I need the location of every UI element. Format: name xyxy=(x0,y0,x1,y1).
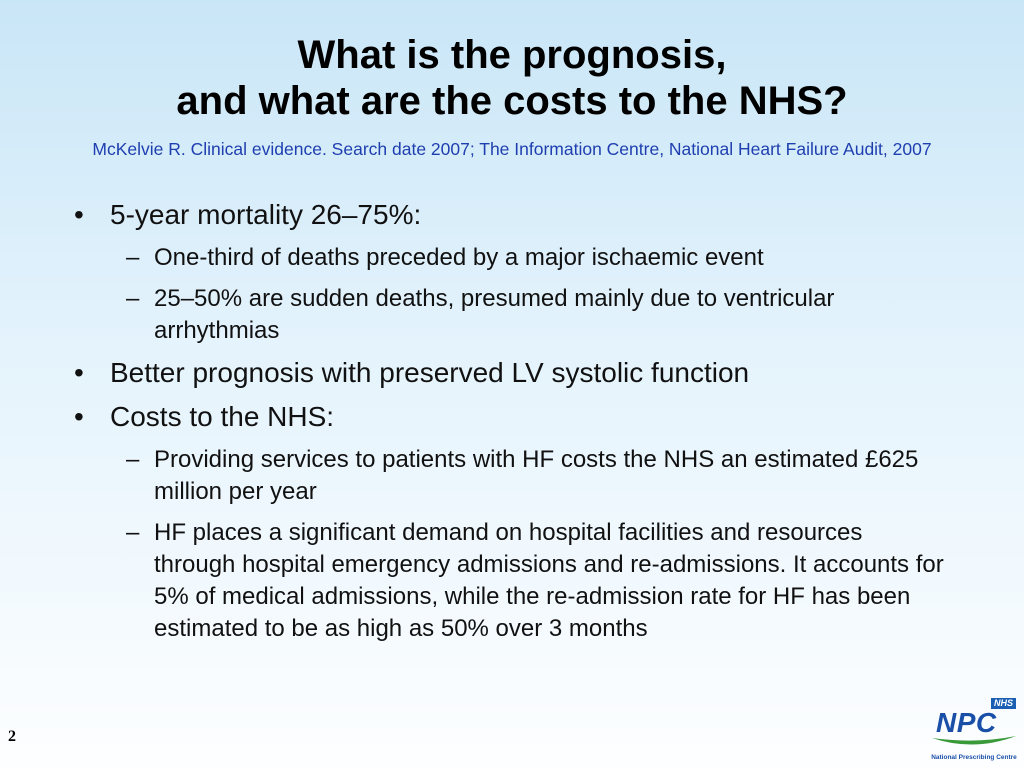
sub-bullet-text: One-third of deaths preceded by a major ischaemic event xyxy=(154,244,764,271)
slide-title xyxy=(0,32,1024,124)
swoosh-icon xyxy=(930,734,1018,748)
bullet-list xyxy=(70,198,950,654)
title-line-2: and what are the costs to the NHS? xyxy=(176,79,848,123)
npc-caption: National Prescribing Centre xyxy=(931,754,1017,761)
dash-marker: – xyxy=(126,519,140,546)
dash-marker: – xyxy=(126,285,140,312)
bullet-text: Better prognosis with preserved LV systolic function xyxy=(110,357,750,388)
nhs-badge: NHS xyxy=(991,698,1016,709)
dash-marker: – xyxy=(126,244,140,271)
sub-bullet-text: HF places a significant demand on hospital facilities and resources through hospital emergency admissions and re-admissions. It accounts for 5% of medical admissions, while the re-admission rate for HF has been estimated to be as high as 50% over 3 months xyxy=(154,519,944,642)
bullet-text: 5-year mortality 26–75%: xyxy=(110,199,422,230)
sub-bullet-text: Providing services to patients with HF costs the NHS an estimated £625 million per year xyxy=(154,446,919,505)
sub-bullet-item xyxy=(70,283,950,347)
bullet-text: Costs to the NHS: xyxy=(110,401,335,432)
bullet-marker: • xyxy=(74,357,84,388)
slide-number: 2 xyxy=(8,728,16,745)
dash-marker: – xyxy=(126,446,140,473)
bullet-item xyxy=(70,198,950,232)
bullet-item xyxy=(70,400,950,434)
bullet-item xyxy=(70,356,950,390)
sub-bullet-item xyxy=(70,517,950,645)
npc-mark: NPC xyxy=(936,707,997,738)
citation: McKelvie R. Clinical evidence. Search date 2007; The Information Centre, National Heart Failure Audit, 2007 xyxy=(92,139,932,159)
npc-logo xyxy=(926,694,1020,764)
sub-bullet-item xyxy=(70,242,950,274)
bullet-marker: • xyxy=(74,401,84,432)
title-line-1: What is the prognosis, xyxy=(297,33,727,77)
sub-bullet-item xyxy=(70,444,950,508)
bullet-marker: • xyxy=(74,199,84,230)
sub-bullet-text: 25–50% are sudden deaths, presumed mainly due to ventricular arrhythmias xyxy=(154,285,835,344)
